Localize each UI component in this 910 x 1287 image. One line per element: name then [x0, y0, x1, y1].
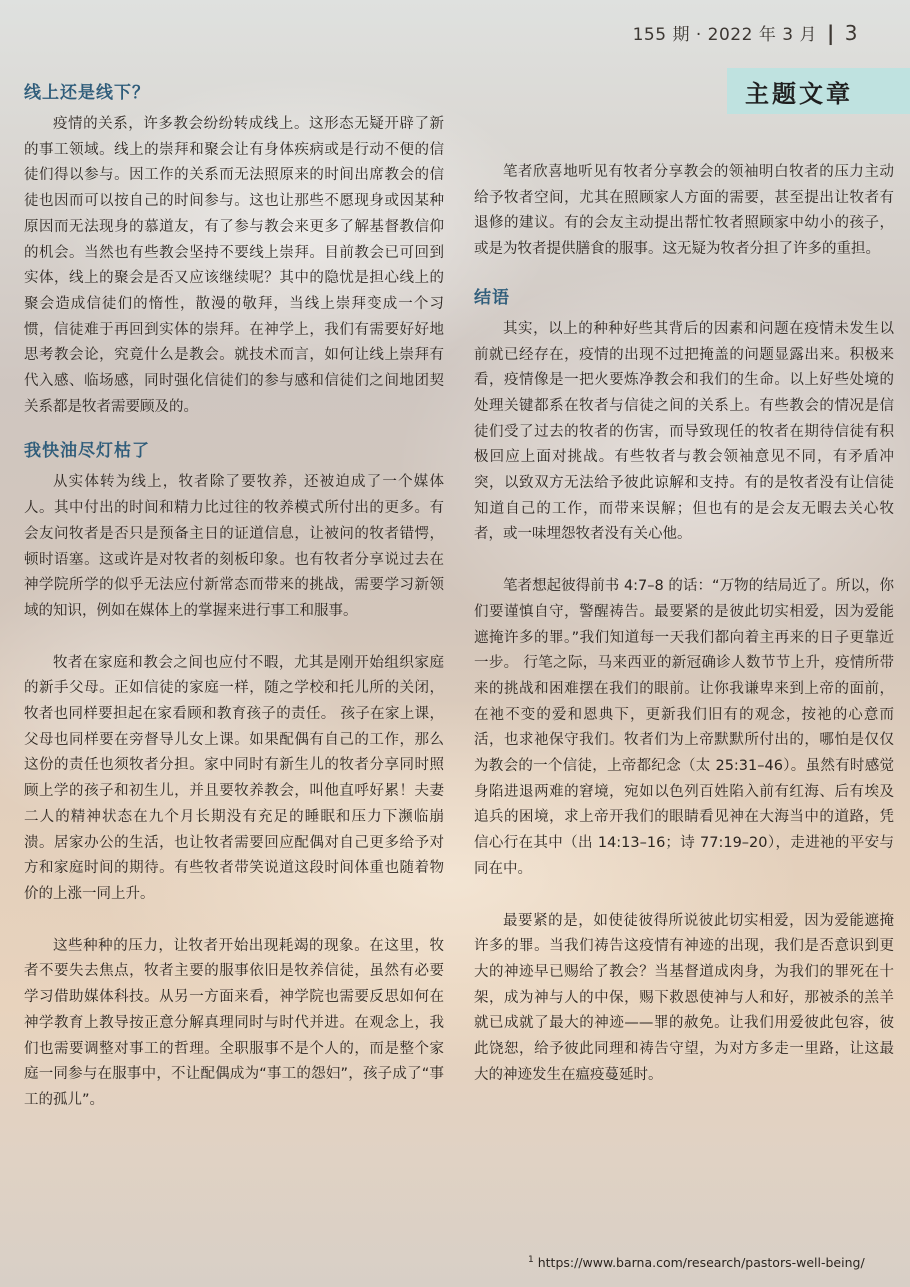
- section-heading-conclusion: 结语: [474, 287, 510, 308]
- paragraph-online-offline: 疫情的关系，许多教会纷纷转成线上。这形态无疑开辟了新的事工领域。线上的崇拜和聚会让有身体疾病或是行动不便的信徒们得以参与。因工作的关系而无法照原来的时间出席教会的信徒也因而可以按自己的时间参与。这也让那些不愿现身或因某种原因而无法现身的慕道友，有了参与教会来更多了解基督教信仰的机会。当然也有些教会坚持不要线上崇拜。目前教会已可回到实体，线上的聚会是否又应该继续呢？其中的隐忧是担心线上的聚会造成信徒们的惰性，散漫的敬拜，当线上崇拜变成一个习惯，信徒难于再回到实体的崇拜。在神学上，我们有需要好好地思考教会论，究竟什么是教会。就技术而言，如何让线上崇拜有代入感、临场感，同时强化信徒们的参与感和信徒们之间地团契关系都是牧者需要顾及的。: [24, 116, 444, 415]
- left-column: [24, 80, 444, 1114]
- section-heading-online-offline: 线上还是线下？: [24, 83, 150, 103]
- paragraph-support: 笔者欣喜地听见有牧者分享教会的领袖明白牧者的压力主动给予牧者空间，尤其在照顾家人方面的需要，甚至提出让牧者有退修的建议。有的会友主动提出帮忙牧者照顾家中幼小的孩子，或是为牧者提供膳食的服事。这无疑为牧者分担了许多的重担。: [474, 164, 894, 258]
- footnote-marker: 1: [528, 1255, 534, 1265]
- section-badge: 主题文章: [727, 68, 910, 114]
- header-separator: |: [826, 20, 835, 45]
- footnote: [528, 1255, 865, 1270]
- paragraph-family: 牧者在家庭和教会之间也应付不暇，尤其是刚开始组织家庭的新手父母。正如信徒的家庭一样，随之学校和托儿所的关闭，牧者也同样要担起在家看顾和教育孩子的责任。 孩子在家上课，父母也同样要在旁督导儿女上课。如果配偶有自己的工作，那么这份的责任也须牧者分担。家中同时有新生儿的牧者分享同时照顾上学的孩子和初生儿，并且要牧养教会，叫他直呼好累！夫妻二人的精神状态在九个月长期没有充足的睡眠和压力下濒临崩溃。居家办公的生活，也让牧者需要回应配偶对自己更多给予对方和家庭时间的期待。有些牧者带笑说道这段时间体重也随着物价的上涨一同上升。: [24, 654, 444, 902]
- right-column: [474, 160, 894, 1089]
- paragraph-conclusion-3: 最要紧的是，如使徒彼得所说彼此切实相爱，因为爱能遮掩许多的罪。当我们祷告这疫情有神迹的出现，我们是否意识到更大的神迹早已赐给了教会？当基督道成肉身，为我们的罪死在十架，成为神与人的中保，赐下救恩使神与人和好，那被杀的羔羊就已成就了最大的神迹——罪的赦免。让我们用爱彼此包容，彼此饶恕，给予彼此同理和祷告守望，为对方多走一里路，让这最大的神迹发生在瘟疫蔓延时。: [474, 912, 894, 1083]
- page-header: [633, 20, 858, 45]
- page-number: 3: [844, 20, 858, 45]
- paragraph-conclusion-1: 其实，以上的种种好些其背后的因素和问题在疫情未发生以前就已经存在，疫情的出现不过把掩盖的问题显露出来。积极来看，疫情像是一把火要炼净教会和我们的生命。以上好些处境的处理关键都系在牧者与信徒之间的关系上。有些教会的情况是信徒们受了过去的牧者的伤害，而导致现任的牧者在期待信徒有积极回应上面对挑战。有些牧者与教会领袖意见不同，有矛盾冲突，以致双方无法给予彼此谅解和支持。有的是牧者没有让信徒知道自己的工作，而带来误解；但也有的是会友无暇去关心牧者，或一味埋怨牧者没有关心他。: [474, 320, 894, 543]
- footnote-url[interactable]: https://www.barna.com/research/pastors-well-being/: [537, 1255, 865, 1271]
- section-heading-burnout: 我快油尽灯枯了: [24, 441, 150, 462]
- paragraph-conclusion-2: 笔者想起彼得前书 4:7–8 的话：“万物的结局近了。所以，你们要谨慎自守，警醒祷告。最要紧的是彼此切实相爱，因为爱能遮掩许多的罪。”我们知道每一天我们都向着主再来的日子更靠近一步。 行笔之际，马来西亚的新冠确诊人数节节上升，疫情所带来的挑战和困难摆在我们的眼前。让你我谦卑来到上帝的面前，在祂不变的爱和恩典下，更新我们旧有的观念，按祂的心意而活，也求祂保守我们。牧者们为上帝默默所付出的，哪怕是仅仅为教会的一个信徒，上帝都纪念（太 25:31–46）。虽然有时感觉身陷进退两难的窘境，宛如以色列百姓陷入前有红海、后有埃及追兵的困境，求上帝开我们的眼睛看见神在大海当中的道路，凭信心行在其中（出 14:13–16；诗 77:19–20），走进祂的平安与同在中。: [474, 578, 894, 877]
- paragraph-media: 从实体转为线上，牧者除了要牧养，还被迫成了一个媒体人。其中付出的时间和精力比过往的牧养模式所付出的更多。有会友问牧者是否只是预备主日的证道信息，让被问的牧者错愕，顿时语塞。这或许是对牧者的刻板印象。也有牧者分享说过去在神学院所学的似乎无法应付新常态而带来的挑战，需要学习新领域的知识，例如在媒体上的掌握来进行事工和服事。: [24, 474, 444, 619]
- paragraph-pressure: 这些种种的压力，让牧者开始出现耗竭的现象。在这里，牧者不要失去焦点，牧者主要的服事依旧是牧养信徒，虽然有必要学习借助媒体科技。从另一方面来看，神学院也需要反思如何在神学教育上教导按正意分解真理同时与时代并进。在观念上，我们也需要调整对事工的哲理。全职服事不是个人的，而是整个家庭一同参与在服事中，不让配偶成为“事工的怨妇”，孩子成了“事工的孤儿”。: [24, 937, 444, 1108]
- issue-date: 155 期 · 2022 年 3 月: [632, 25, 817, 45]
